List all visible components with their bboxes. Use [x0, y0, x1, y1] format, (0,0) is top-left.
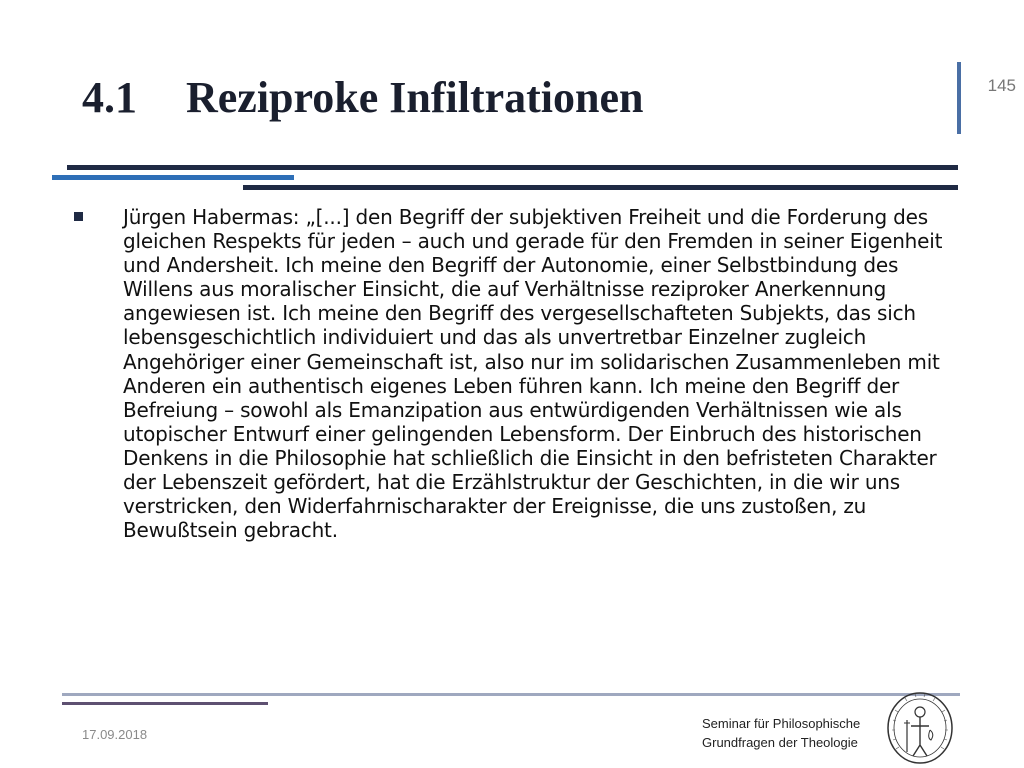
- seminar-line-2: Grundfragen der Theologie: [702, 735, 858, 750]
- slide-title: Reziproke Infiltrationen: [186, 73, 644, 122]
- title-rule-bottom: [243, 185, 958, 190]
- square-bullet-icon: [74, 212, 83, 221]
- page-number-divider: [957, 62, 961, 134]
- footer-seminar-name: [702, 714, 882, 752]
- title-rule-top: [67, 165, 958, 170]
- title-rule-accent: [52, 175, 294, 180]
- footer-rule: [62, 693, 960, 696]
- seminar-line-1: Seminar für Philosophische: [702, 716, 861, 731]
- footer-rule-accent: [62, 702, 268, 705]
- section-number: 4.1: [82, 73, 137, 122]
- page-number: 145: [987, 76, 1016, 95]
- habermas-quote: Jürgen Habermas: „[...] den Begriff der subjektiven Freiheit und die Forderung des gleichen Respekts für jeden – auch und gerade für den Fremden in seiner Eigenheit und Andersheit. Ich meine den Begriff der Autonomie, einer Selbstbindung des Willens aus moralischer Einsicht, die auf Verhältnisse reziproker Anerkennung angewiesen ist. Ich meine den Begriff des vergesellschafteten Subjekts, das sich lebensgeschichtlich individuiert und das als unvertretbar Einzelner zugleich Angehöriger einer Gemeinschaft ist, also nur im solidarischen Zusammenleben mit Anderen ein authentisch eigenes Leben führen kann. Ich meine den Begriff der Befreiung – sowohl als Emanzipation aus entwürdigenden Verhältnissen wie als utopischer Entwurf einer gelingenden Lebensform. Der Einbruch des historischen Denkens in die Philosophie hat schließlich die Einsicht in den befristeten Charakter der Lebenszeit gefördert, hat die Erzählstruktur der Geschichten, in die wir uns verstricken, den Widerfahrnischarakter der Ereignisse, die uns zustoßen, zu Bewußtsein gebracht.: [123, 205, 943, 543]
- university-seal-logo: [885, 690, 955, 766]
- footer-date: 17.09.2018: [82, 727, 148, 742]
